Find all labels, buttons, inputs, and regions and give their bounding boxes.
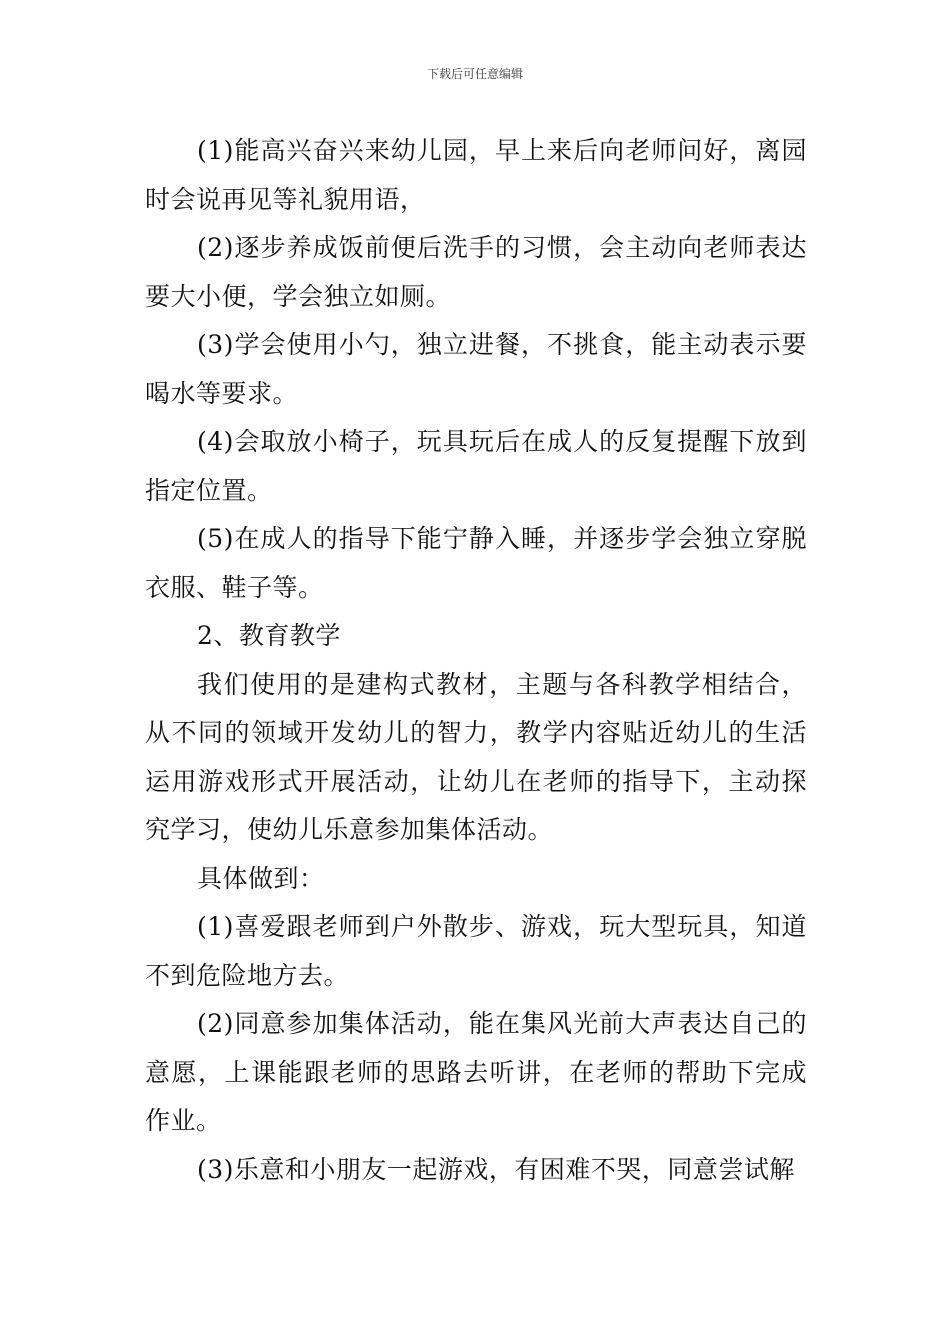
paragraph: (1)能高兴奋兴来幼儿园，早上来后向老师问好，离园时会说再见等礼貌用语，: [145, 136, 807, 214]
paragraph: 我们使用的是建构式教材，主题与各科教学相结合，从不同的领域开发幼儿的智力，教学内容贴近幼儿的生活运用游戏形式开展活动，让幼儿在老师的指导下，主动探究学习，使幼儿乐意参加集体活动。: [145, 669, 807, 844]
paragraph: (4)会取放小椅子，玩具玩后在成人的反复提醒下放到指定位置。: [145, 427, 807, 505]
paragraph: (1)喜爱跟老师到户外散步、游戏，玩大型玩具，知道不到危险地方去。: [145, 912, 807, 990]
page-header: 下载后可任意编辑: [426, 67, 523, 81]
paragraph: (3)乐意和小朋友一起游戏，有困难不哭，同意尝试解: [197, 1154, 795, 1184]
paragraph: (2)同意参加集体活动，能在集风光前大声表达自己的意愿，上课能跟老师的思路去听讲，在老师的帮助下完成作业。: [145, 1009, 807, 1135]
paragraph: (5)在成人的指导下能宁静入睡，并逐步学会独立穿脱衣服、鞋子等。: [145, 524, 807, 602]
paragraph: 具体做到：: [197, 863, 325, 893]
document-body: [145, 127, 807, 1194]
paragraph: (3)学会使用小勺，独立进餐，不挑食，能主动表示要喝水等要求。: [145, 330, 807, 408]
paragraph: (2)逐步养成饭前便后洗手的习惯，会主动向老师表达要大小便，学会独立如厕。: [145, 233, 807, 311]
section-heading: 2、教育教学: [197, 621, 341, 650]
